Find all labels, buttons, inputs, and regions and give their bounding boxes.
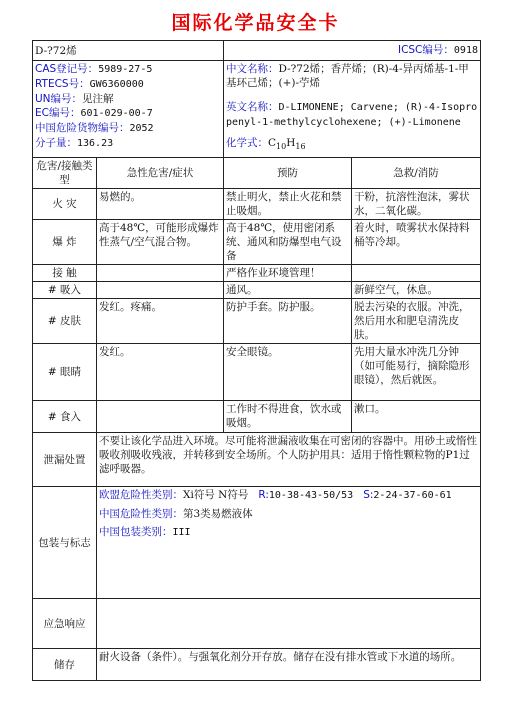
table-row [33, 344, 481, 401]
row-hazard: 高于48℃，可能形成爆炸性蒸气/空气混合物。 [97, 220, 224, 265]
column-type: 危害/接触类型 [33, 158, 97, 189]
formula-label: 化学式： [226, 137, 268, 149]
formula: 化学式：$C_{10}H_{16}$ [226, 137, 306, 152]
un-label: UN编号： [35, 93, 83, 105]
icsc-number [224, 41, 481, 61]
r-phrases-label: R: [258, 489, 269, 501]
row-prevention: 高于48℃，使用密闭系统、通风和防爆型电气设备 [224, 220, 352, 265]
row-type: # 食入 [33, 401, 97, 433]
cn-pack-value: III [172, 527, 191, 538]
spill-text: 不要让该化学品进入环境。尽可能将泄漏液收集在可密闭的容器中。用砂土或惰性吸收剂吸收残液，并转移到安全场所。个人防护用具：适用于惰性颗粒物的P1过滤呼吸器。 [97, 433, 481, 487]
eu-class-label: 欧盟危险性类别： [99, 489, 183, 501]
identifiers-cell [33, 61, 224, 158]
cn-number-value: 2052 [129, 123, 154, 134]
names-cell [224, 61, 481, 158]
table-row [33, 299, 481, 344]
ec-value: 601-029-00-7 [80, 108, 153, 119]
eu-class-value: Xi符号 N符号 [183, 489, 249, 501]
row-type: 爆 炸 [33, 220, 97, 265]
mw-value: 136.23 [77, 138, 114, 149]
row-firstaid: 漱口。 [352, 401, 481, 433]
cn-name-value: D-?72烯；香芹烯；(R)-4-异丙烯基-1-甲基环己烯；(+)-苧烯 [226, 63, 469, 89]
row-hazard: 发红。 [97, 344, 224, 401]
row-prevention: 安全眼镜。 [224, 344, 352, 401]
ec-label: EC编号： [35, 107, 81, 119]
r-phrases-value: 10-38-43-50/53 [268, 490, 354, 501]
row-type: # 皮肤 [33, 299, 97, 344]
table-row [33, 282, 481, 299]
row-hazard [97, 282, 224, 299]
column-prevention: 预防 [224, 158, 352, 189]
table-row [33, 189, 481, 220]
row-firstaid: 着火时，喷雾状水保持料桶等冷却。 [352, 220, 481, 265]
emergency-text [97, 599, 481, 649]
chemical-name: D-?72烯 [33, 41, 224, 61]
cn-pack-label: 中国包装类别： [99, 526, 173, 538]
storage-row [33, 649, 481, 681]
storage-text: 耐火设备（条件）。与强氧化剂分开存放。储存在没有排水管或下水道的场所。 [97, 649, 481, 681]
icsc-value: 0918 [453, 45, 478, 56]
packaging-label: 包装与标志 [33, 487, 97, 599]
rtecs-value: GW6360000 [89, 79, 144, 90]
icsc-label: ICSC编号： [397, 44, 454, 56]
storage-label: 储存 [33, 649, 97, 681]
row-firstaid: 先用大量水冲洗几分钟（如可能易行，摘除隐形眼镜），然后就医。 [352, 344, 481, 401]
row-type: # 吸入 [33, 282, 97, 299]
row-type: # 眼睛 [33, 344, 97, 401]
emergency-label: 应急响应 [33, 599, 97, 649]
row-type: 火 灾 [33, 189, 97, 220]
column-hazard: 急性危害/症状 [97, 158, 224, 189]
row-prevention: 严格作业环境管理！ [224, 265, 352, 282]
row-hazard: 易燃的。 [97, 189, 224, 220]
cn-number-label: 中国危险货物编号： [35, 122, 130, 134]
header-row [33, 41, 481, 61]
row-hazard [97, 401, 224, 433]
en-name-label: 英文名称： [226, 101, 279, 113]
packaging-text [97, 487, 481, 599]
rtecs-label: RTECS号： [35, 78, 90, 90]
row-prevention: 防护手套。防护服。 [224, 299, 352, 344]
column-header-row [33, 158, 481, 189]
s-phrases-value: 2-24-37-60-61 [373, 490, 452, 501]
packaging-row [33, 487, 481, 599]
mw-label: 分子量： [35, 137, 77, 149]
cn-name-label: 中文名称： [226, 63, 279, 75]
row-firstaid [352, 265, 481, 282]
column-firstaid: 急救/消防 [352, 158, 481, 189]
row-prevention: 工作时不得进食，饮水或吸烟。 [224, 401, 352, 433]
s-phrases-label: S: [363, 489, 374, 501]
row-hazard [97, 265, 224, 282]
cas-label: CAS登记号： [35, 63, 99, 75]
emergency-row [33, 599, 481, 649]
spill-row [33, 433, 481, 487]
row-firstaid: 脱去污染的衣服。冲洗，然后用水和肥皂清洗皮肤。 [352, 299, 481, 344]
cn-class-value: 第3类易燃液体 [183, 508, 253, 520]
table-row [33, 220, 481, 265]
row-firstaid: 干粉，抗溶性泡沫，雾状水，二氧化碳。 [352, 189, 481, 220]
row-type: 接 触 [33, 265, 97, 282]
cas-value: 5989-27-5 [98, 64, 153, 75]
safety-card-table [32, 40, 481, 681]
table-row [33, 265, 481, 282]
un-value: 见注解 [82, 93, 114, 105]
table-row [33, 401, 481, 433]
card-title: 国际化学品安全卡 [171, 12, 340, 34]
en-name-value: D-LIMONENE; Carvene; (R)-4-Isopropenyl-1-methylcyclohexene; (+)-Limonene [226, 102, 478, 128]
row-hazard: 发红。疼痛。 [97, 299, 224, 344]
row-prevention: 通风。 [224, 282, 352, 299]
row-firstaid: 新鲜空气，休息。 [352, 282, 481, 299]
spill-label: 泄漏处置 [33, 433, 97, 487]
row-prevention: 禁止明火，禁止火花和禁止吸烟。 [224, 189, 352, 220]
identity-row [33, 61, 481, 158]
cn-class-label: 中国危险性类别： [99, 508, 183, 520]
